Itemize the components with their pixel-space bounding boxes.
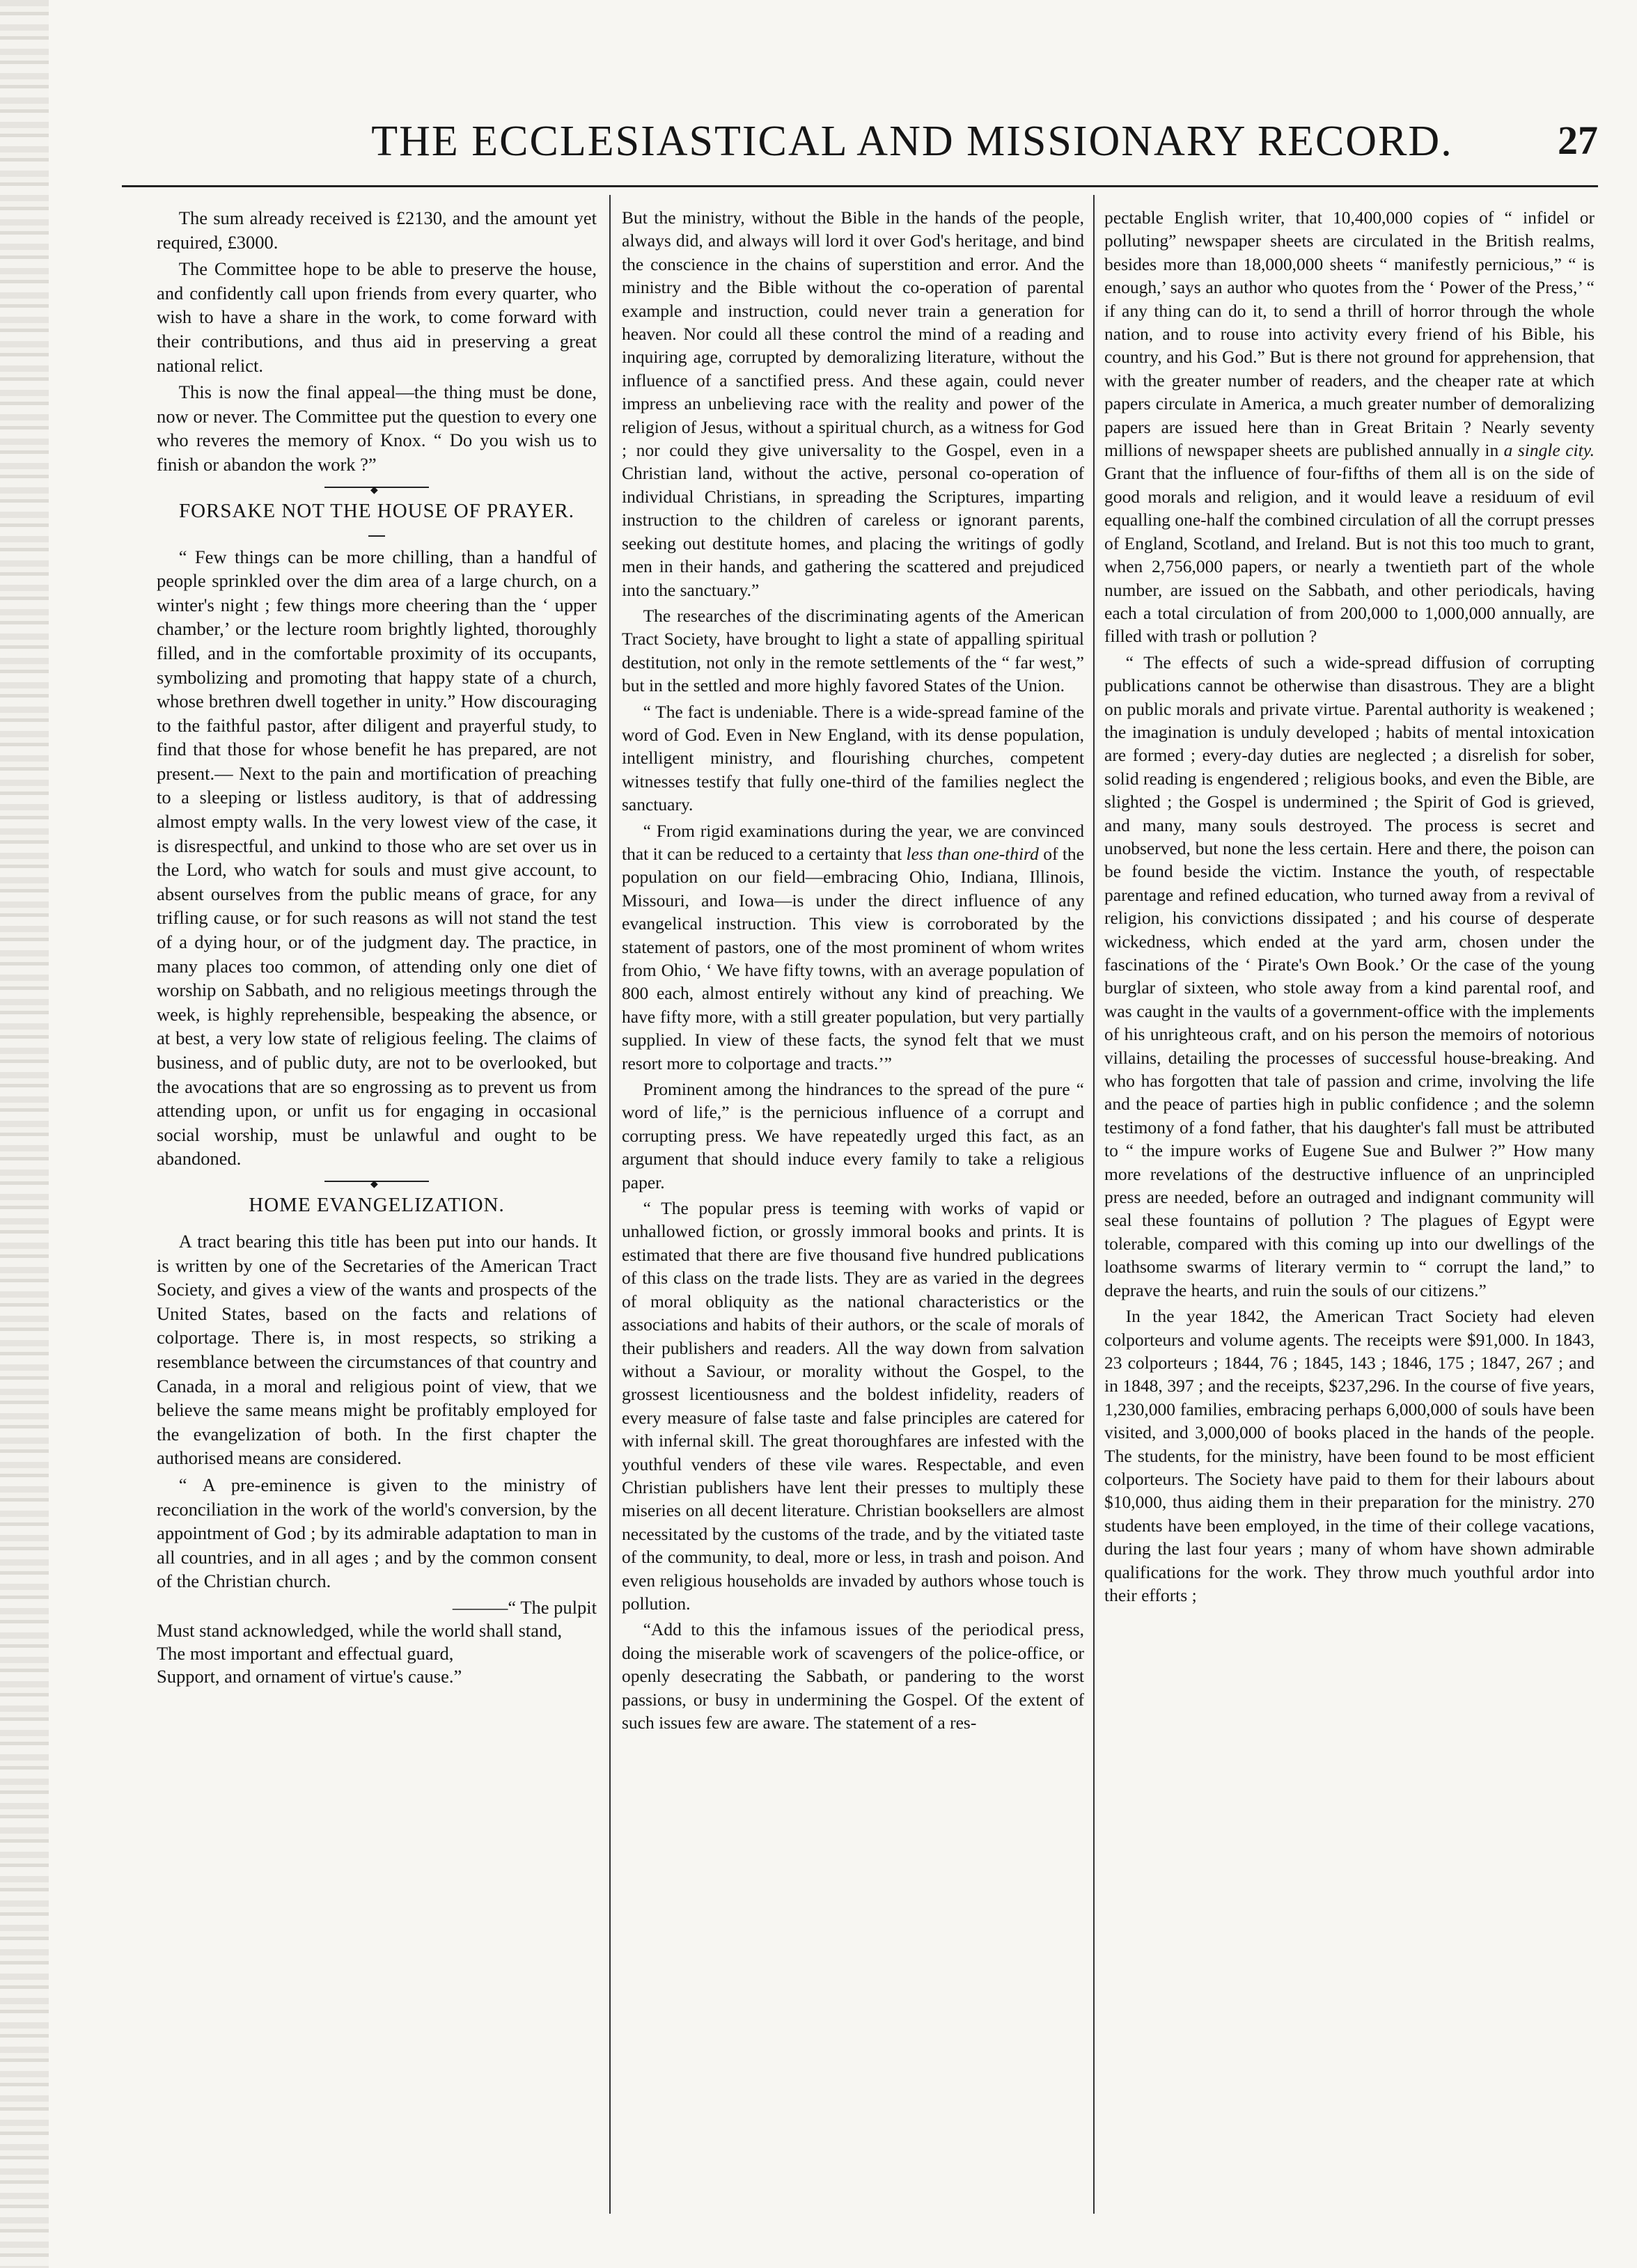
ornament-rule [324, 487, 429, 488]
paragraph: “ A pre-eminence is given to the ministry of reconciliation in the work of the world's conversion, by the appointment of God ; by its admirable adaptation to man in all countries, and in all ages ; and by the common consent of the Christian church. [157, 1474, 597, 1592]
paragraph: Prominent among the hindrances to the spread of the pure “ word of life,” is the pernicious influence of a corrupt and corrupting press. We have repeatedly urged this fact, as an argument that should induce every family to take a religious paper. [622, 1079, 1084, 1192]
paragraph: “Add to this the infamous issues of the periodical press, doing the miserable work of scavengers of the police-office, or openly desecrating the Sabbath, or pandering to the worst passions, or busy in undermining the Gospel. Of the extent of such issues few are aware. The statement of a res- [622, 1619, 1084, 1733]
column-divider [1093, 195, 1095, 2214]
text-run: “ From rigid examinations during the year, we are convinced that it can be reduced to a certainty that [622, 820, 1084, 864]
scanned-page-edge [0, 0, 49, 2268]
paragraph: The sum already received is £2130, and the amount yet required, £3000. [157, 207, 597, 253]
paragraph: A tract bearing this title has been put into our hands. It is written by one of the Secretaries of the American Tract Society, and gives a view of the wants and prospects of the United States, based on the facts and relations of colportage. There is, in most respects, so striking a resemblance between the circumstances of that country and Canada, in a moral and religious point of view, that we believe the same means might be profitably employed for the evangelization of both. In the first chapter the authorised means are considered. [157, 1230, 597, 1469]
paragraph [1104, 206, 1595, 648]
paragraph: “ The popular press is teeming with works of vapid or unhallowed fiction, or grossly immoral books and prints. It is estimated that there are five thousand five hundred publications of this class on the trade lists. They are as varied in the degrees of moral obliquity as the national characteristics or the associations and habits of their authors, or the scale of morals of their publishers and readers. All the way down from salvation without a Saviour, or morality without the Gospel, to the grossest licentiousness and the boldest infidelity, readers of every measure of false taste and false principles are catered for with infernal skill. The great thoroughfares are infested with the youthful venders of these vile wares. Respectable, and even Christian publishers have lent their presses to multiply these miseries on all decent literature. Christian booksellers are almost necessitated by the customs of the trade, and by the vitiated taste of the community, to deal, more or less, in trash and poison. And even religious households are invaded by authors whose touch is pollution. [622, 1198, 1084, 1614]
section-heading: HOME EVANGELIZATION. [249, 1193, 505, 1216]
paragraph: This is now the final appeal—the thing must be done, now or never. The Committee put the question to every one who reveres the memory of Knox. “ Do you wish us to finish or abandon the work ?” [157, 381, 597, 475]
page-header [122, 117, 1598, 180]
paragraph: “ Few things can be more chilling, than a handful of people sprinkled over the dim area of a large church, on a winter's night ; few things more cheering than the ‘ upper chamber,’ or the lecture room brightly lighted, thoroughly filled, and in the comfortable proximity of its occupants, symbolizing and promoting that happy state of a church, whose brethren dwell together in unity.” How discouraging to the faithful pastor, after diligent and prayerful study, to find that those for whose benefit he has prepared, are not present.— Next to the pain and mortification of preaching to a sleeping or listless auditory, is that of addressing almost empty walls. In the very lowest view of the case, it is disrespectful, and unkind to those who are set over us in the Lord, who watch for souls and must give account, to absent ourselves from the public means of grace, for any trifling cause, or for such reasons as will not stand the test of a dying hour, or of the judgment day. The practice, in many places too common, of attending only one diet of worship on Sabbath, and no religious meetings through the week, is highly reprehensible, bespeaking the absence, or at best, a very low state of religious feeling. The claims of business, and of public duty, are not to be overlooked, but the avocations that are so engrossing as to prevent us from attending upon, or unfit us for engaging in occasional social worship, must be unlawful and ought to be abandoned. [157, 546, 597, 1170]
column-2 [622, 206, 1084, 1737]
paragraph [622, 819, 1084, 1075]
emphasis: a single city. [1503, 440, 1595, 461]
text-run: pectable English writer, that 10,400,000 copies of “ infidel or polluting” newspaper sheets are circulated in the British realms, besides more than 18,000,000 sheets “ manifestly pernicious,” “ is enough,’ says an author who quotes from the ‘ Power of the Press,’ “ if any thing can do it, to send a thrill of horror through the whole nation, and to rouse into activity every friend of his Bible, his country, and his God.” But is there not ground for apprehension, that with the greater number of readers, and the cheaper rate at which papers circulate in America, a much greater number of demoralizing papers are issued here than in Great Britain ? Nearly seventy millions of newspaper sheets are published annually in [1104, 207, 1595, 461]
paragraph: In the year 1842, the American Tract Society had eleven colporteurs and volume agents. The receipts were $91,000. In 1843, 23 colporteurs ; 1844, 76 ; 1845, 143 ; 1846, 175 ; 1847, 267 ; and in 1848, 397 ; and the receipts, $237,296. In the course of five years, 1,230,000 families, embracing perhaps 6,000,000 of souls have been visited, and 3,000,000 of books placed in the hands of the people. The students, for the ministry, have been found to be most efficient colporteurs. The Society have paid to them for their labours about $10,000, thus aiding them in their preparation for the ministry. 270 students have been employed, in the time of their college vacations, during the last four years ; many of whom have shown admirable qualifications for the work. They throw much youthful ardor into their efforts ; [1104, 1306, 1595, 1605]
paragraph: “ The fact is undeniable. There is a wide-spread famine of the word of God. Even in New England, with its dense population, intelligent ministry, and flourishing churches, competent witnesses testify that fully one-third of the families neglect the sanctuary. [622, 701, 1084, 815]
text-run: Grant that the influence of four-fifths of them all is on the side of good morals and religion, and it would leave a residuum of evil equalling one-half the combined circulation of all the corrupt presses of England, Scotland, and Ireland. But is not this too much to grant, when 2,756,000 papers, or nearly a twentieth part of the whole number, are issued on the Sabbath, and other periodicals, having each a total circulation of from 200,000 to 1,000,000 annually, are filled with trash or pollution ? [1104, 463, 1595, 647]
header-rule [122, 185, 1598, 187]
page-title: THE ECCLESIASTICAL AND MISSIONARY RECORD. [371, 118, 1453, 165]
short-rule [368, 535, 385, 537]
poem-line: The most important and effectual guard, [157, 1642, 454, 1664]
emphasis: less than one-third [906, 843, 1039, 864]
paragraph: But the ministry, without the Bible in the hands of the people, always did, and always will lord it over God's heritage, and bind the conscience in the chains of superstition and error. And the ministry and the Bible without the co-operation of parental example and instruction, could never train a generation for heaven. Nor could all these control the mind of a reading and inquiring age, corrupted by demoralizing literature, without the influence of a sanctified press. And these again, could never impress an unbelieving race with the reality and power of the religion of Jesus, without a spiritual church, as a witness for God ; nor could they give universality to the Gospel, even in a Christian land, without the active, personal co-operation of individual Christians, in spreading the Scriptures, imparting instruction to the children of careless or ignorant parents, seeking out destitute homes, and placing the writings of godly men in their hands, and gathering the scattered and prejudiced into the sanctuary.” [622, 207, 1084, 600]
paragraph: The Committee hope to be able to preserve the house, and confidently call upon friends from every quarter, who wish to have a share in the work, to come forward with their contributions, and thus aid in preserving a great national relict. [157, 258, 597, 376]
paragraph: The researches of the discriminating agents of the American Tract Society, have brought to light a state of appalling spiritual destitution, not only in the remote settlements of the “ far west,” but in the settled and more highly favored States of the Union. [622, 605, 1084, 696]
poem-line: Must stand acknowledged, while the world shall stand, [157, 1619, 563, 1641]
section-heading: FORSAKE NOT THE HOUSE OF PRAYER. [178, 499, 575, 522]
ornament-rule [324, 1181, 429, 1182]
paragraph: “ The effects of such a wide-spread diffusion of corrupting publications cannot be otherwise than disastrous. They are a blight on public morals and private virtue. Parental authority is weakened ; the imagination is unduly developed ; habits of mental intoxication are formed ; every-day duties are neglected ; a disrelish for sober, solid reading is engendered ; religious books, and even the Bible, are slighted ; the Gospel is undermined ; the Spirit of God is grieved, and many, many souls destroyed. The process is secret and unobserved, but none the less certain. Here and there, the poison can be found beside the victim. Instance the youth, of respectable parentage and refined education, who turned away from a revival of religion, his convictions dissipated ; and his course of desperate wickedness, which ended at the yard arm, chosen under the fascinations of the ‘ Pirate's Own Book.’ Or the case of the young burglar of sixteen, who stole away from a kind parental roof, and was caught in the vaults of a government-office with the implements of his unrighteous craft, and on his person the memoirs of notorious villains, detailing the processes of successful house-breaking. And who has forgotten that tale of passion and crime, involving the life and the peace of parties high in public confidence ; and the solemn testimony of a fond father, that his daughter's fall must be attributed to “ the impure works of Eugene Sue and Bulwer ?” How many more revelations of the destructive influence of an unprincipled press are needed, before an outraged and indignant community will seal these fountains of pollution ? The plagues of Egypt were tolerable, compared with this coming up into our dwellings of the loathsome swarms of literary vermin to “ corrupt the land,” to deprave the hearts, and ruin the souls of our citizens.” [1104, 652, 1595, 1300]
poem-quote [157, 1596, 597, 1688]
poem-line: ———“ The pulpit [452, 1596, 597, 1618]
column-1 [157, 206, 597, 1692]
text-run: of the population on our field—embracing Ohio, Indiana, Illinois, Missouri, and Iowa—is under the direct influence of any evangelical instruction. This view is corroborated by the statement of pastors, one of the most prominent of whom writes from Ohio, ‘ We have fifty towns, with an average population of 800 each, almost entirely without any kind of preaching. We have fifty more, with a still greater population, but very partially supplied. In view of these facts, the synod felt that we must resort more to colportage and tracts.’” [622, 843, 1084, 1073]
page-number: 27 [1558, 118, 1598, 163]
column-divider [609, 195, 611, 2214]
poem-line: Support, and ornament of virtue's cause.” [157, 1665, 462, 1687]
column-3 [1104, 206, 1595, 1609]
